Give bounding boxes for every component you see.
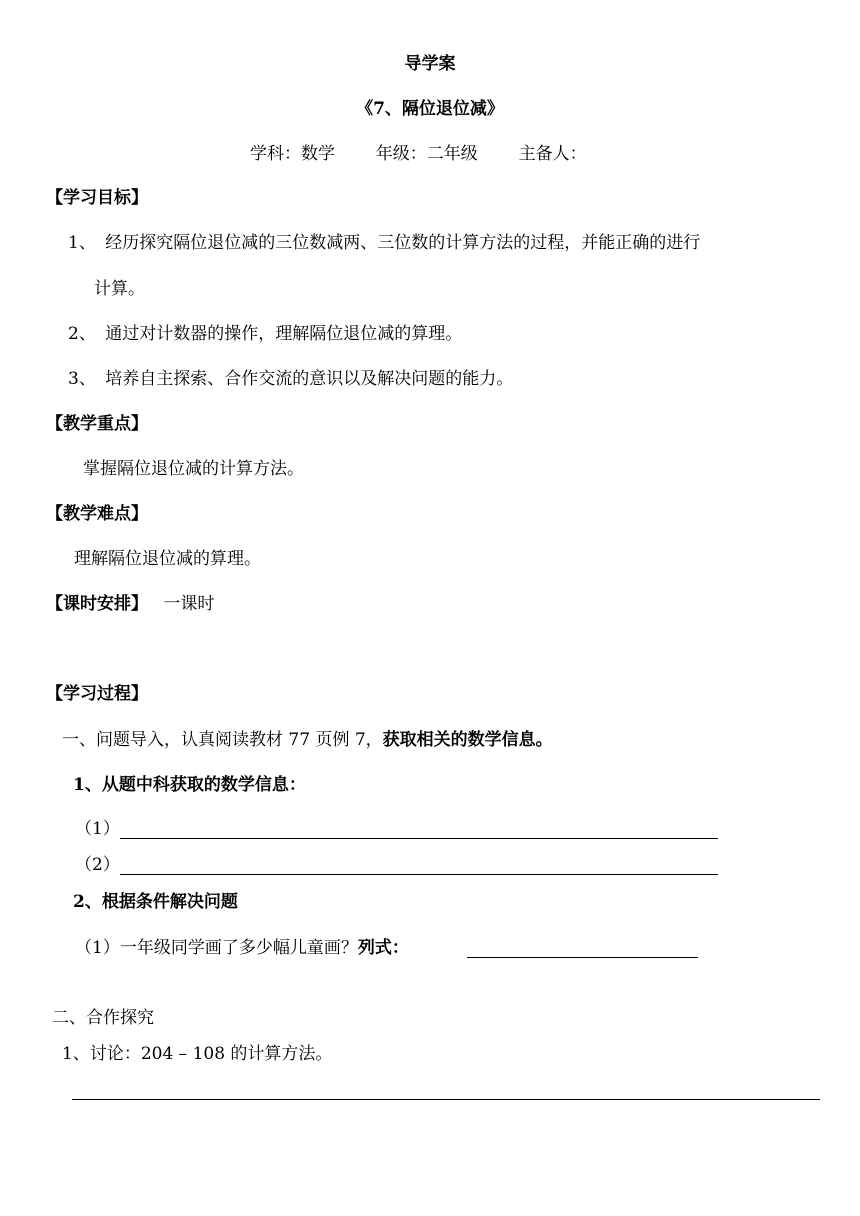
- objective-1-text: 经历探究隔位退位减的三位数减两、三位数的计算方法的过程，并能正确的进行: [105, 233, 701, 253]
- document-title: 导学案: [404, 54, 456, 74]
- q1-item-2-label: （2）: [75, 855, 120, 875]
- part2-item-1: 1、讨论：204 – 108 的计算方法。: [62, 1044, 333, 1064]
- difficulty-text: 理解隔位退位减的算理。: [74, 549, 261, 569]
- q2-item-1-text: （1）一年级同学画了多少幅儿童画？: [75, 938, 358, 958]
- q2-item-1: [75, 940, 409, 957]
- q1-item-1-label: （1）: [75, 819, 120, 839]
- meta-author: 主备人：: [518, 144, 587, 164]
- objective-item-3: [68, 371, 513, 388]
- answer-blank-discussion[interactable]: [72, 1099, 820, 1100]
- difficulty-heading: 【教学难点】: [46, 504, 148, 524]
- objective-item-1: [68, 235, 700, 252]
- part2-heading: 二、合作探究: [52, 1008, 154, 1028]
- meta-line: [250, 146, 587, 163]
- schedule-text: 一课时: [163, 594, 215, 614]
- objective-item-2: [68, 326, 462, 343]
- part1-intro-plain: 一、问题导入，认真阅读教材 77 页例 7，: [62, 730, 383, 750]
- objectives-heading: 【学习目标】: [46, 188, 148, 208]
- answer-blank-expression[interactable]: [467, 957, 698, 958]
- objective-1-num: 1、: [68, 233, 96, 253]
- answer-blank-2[interactable]: [120, 874, 718, 875]
- q2-item-1-bold: 列式：: [357, 938, 409, 958]
- objective-3-text: 培养自主探索、合作交流的意识以及解决问题的能力。: [105, 369, 514, 389]
- answer-blank-1[interactable]: [120, 838, 718, 839]
- objective-2-num: 2、: [68, 324, 96, 344]
- schedule-heading: 【课时安排】: [46, 594, 148, 614]
- schedule-line: [46, 596, 214, 613]
- objective-1-continuation: 计算。: [94, 279, 145, 299]
- objective-3-num: 3、: [68, 369, 96, 389]
- document-subtitle: 《7、隔位退位减》: [356, 99, 504, 119]
- key-point-heading: 【教学重点】: [46, 414, 148, 434]
- process-heading: 【学习过程】: [46, 684, 148, 704]
- q2-heading: 2、根据条件解决问题: [73, 892, 238, 912]
- key-point-text: 掌握隔位退位减的计算方法。: [83, 459, 304, 479]
- objective-2-text: 通过对计数器的操作，理解隔位退位减的算理。: [105, 324, 463, 344]
- q1-heading: 1、从题中科获取的数学信息：: [73, 775, 306, 795]
- part1-intro-bold: 获取相关的数学信息。: [382, 730, 553, 750]
- meta-grade: 年级：二年级: [375, 144, 478, 164]
- meta-subject: 学科：数学: [250, 144, 335, 164]
- part1-intro: [62, 732, 553, 749]
